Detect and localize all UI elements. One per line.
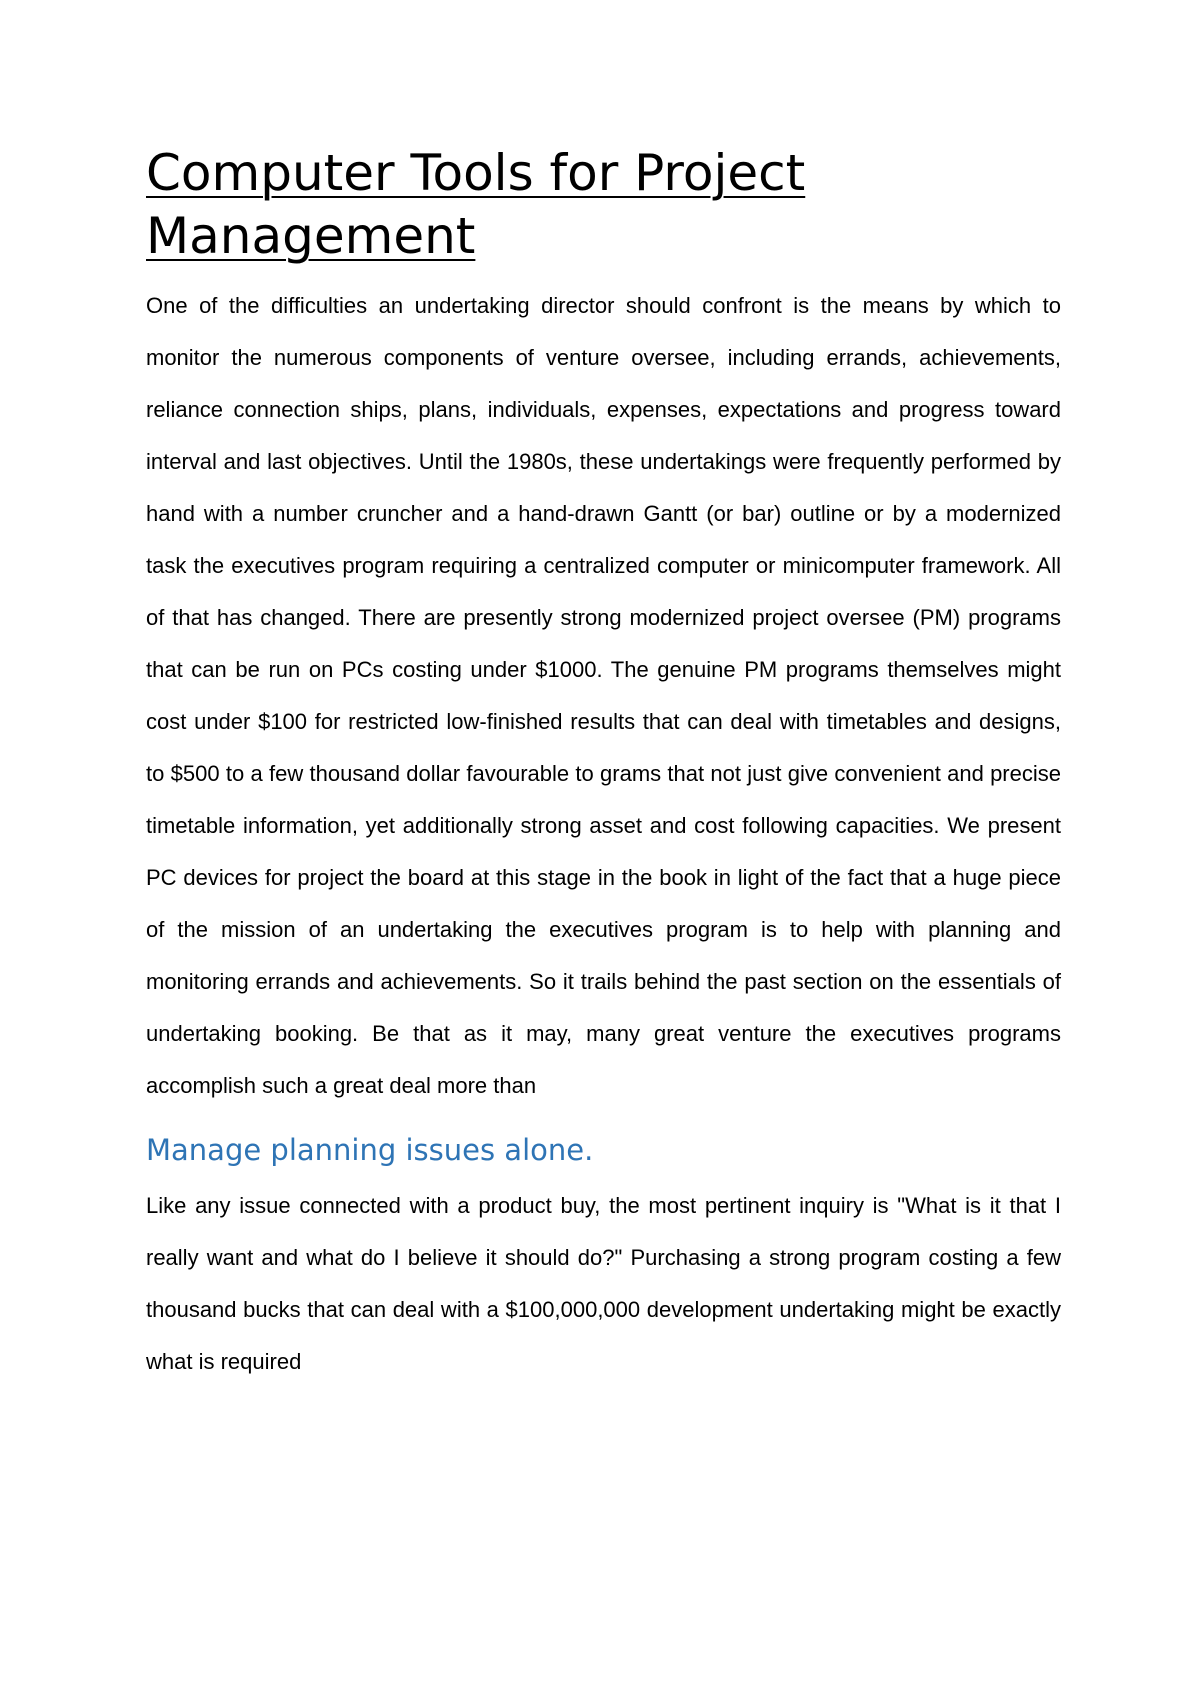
document-body (146, 142, 1061, 1388)
section-paragraph: Like any issue connected with a product buy, the most pertinent inquiry is "What is it that I really want and what do I believe it should do?" Purchasing a strong program costing a few thousand bucks that can deal with a $100,000,000 development undertaking might be exactly what is required (146, 1193, 1061, 1374)
intro-paragraph: One of the difficulties an undertaking director should confront is the means by which to monitor the numerous components of venture oversee, including errands, achievements, reliance connection ships, plans, individuals, expenses, expectations and progress toward interval and last objectives. Until the 1980s, these undertakings were frequently performed by hand with a number cruncher and a hand-drawn Gantt (or bar) outline or by a modernized task the executives program requiring a centralized computer or minicomputer framework. All of that has changed. There are presently strong modernized project oversee (PM) programs that can be run on PCs costing under $1000. The genuine PM programs themselves might cost under $100 for restricted low-finished results that can deal with timetables and designs, to $500 to a few thousand dollar favourable to grams that not just give convenient and precise timetable information, yet additionally strong asset and cost following capacities. We present PC devices for project the board at this stage in the book in light of the fact that a huge piece of the mission of an undertaking the executives program is to help with planning and monitoring errands and achievements. So it trails behind the past section on the essentials of undertaking booking. Be that as it may, many great venture the executives programs accomplish such a great deal more than (146, 293, 1061, 1098)
document-title: Computer Tools for Project Management (146, 144, 806, 265)
section-heading: Manage planning issues alone. (146, 1133, 594, 1167)
